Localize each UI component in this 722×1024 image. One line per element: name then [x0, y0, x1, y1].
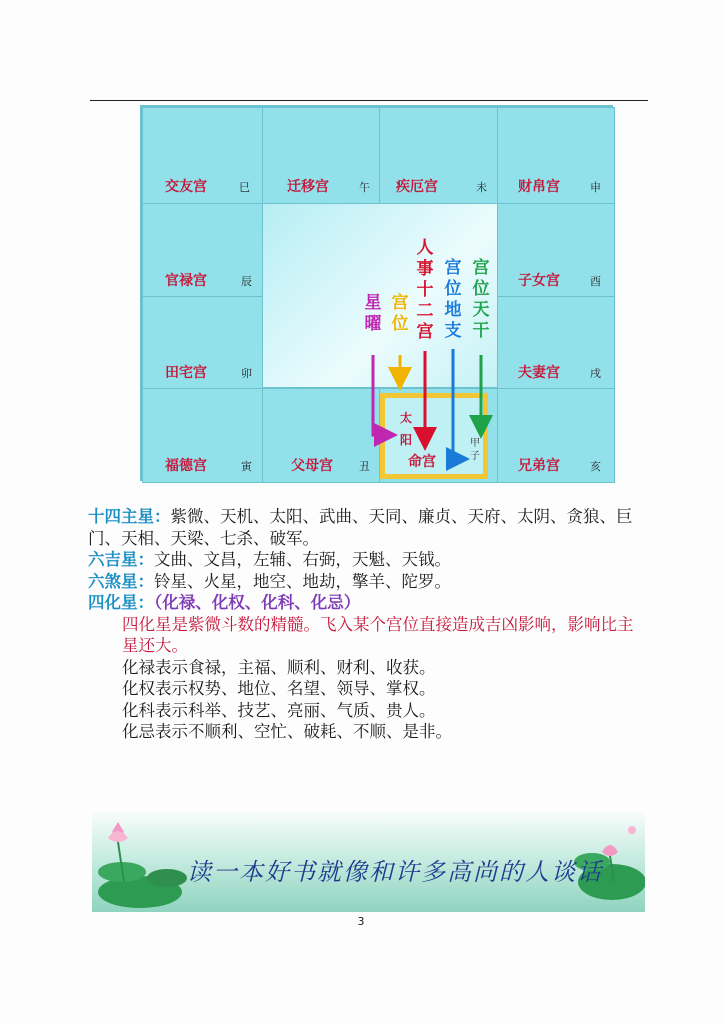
- sihua-paragraph: [88, 592, 648, 614]
- main-stars-list: 紫微、天机、太阳、武曲、天同、廉贞、天府、太阴、贪狼、巨门、天相、天梁、七杀、破军。: [88, 507, 633, 548]
- sihua-list: （化禄、化权、化科、化忌）: [154, 593, 361, 612]
- six-lucky-list: 文曲、文昌，左辅、右弼，天魁、天钺。: [154, 550, 451, 569]
- six-lucky-paragraph: [88, 549, 648, 571]
- palace-chart: [140, 105, 613, 481]
- palace-name: 夫妻宫: [518, 365, 560, 381]
- palace-name: 财帛宫: [518, 179, 560, 195]
- ming-palace-name: 命宫: [408, 454, 436, 470]
- main-stars-paragraph: [88, 506, 648, 549]
- header-rule: [90, 100, 648, 101]
- label-earthly-branch: 宫位地支: [444, 258, 462, 341]
- arrow-star: [373, 355, 392, 435]
- palace-name: 疾厄宫: [396, 179, 438, 195]
- palace-name: 父母宫: [291, 458, 333, 474]
- page-number: 3: [357, 915, 365, 928]
- star-name: 太阳: [400, 411, 413, 447]
- six-lucky-title: 六吉星：: [88, 550, 154, 569]
- label-twelve-palaces: 人事十二宫: [416, 238, 434, 342]
- huake-line: 化科表示科举、技艺、亮丽、气质、贵人。: [122, 700, 436, 720]
- palace-branch: 丑: [359, 460, 370, 473]
- palace-branch: 巳: [239, 181, 250, 194]
- palace-name: 官禄宫: [165, 273, 207, 289]
- stem-branch: 甲子: [470, 438, 480, 462]
- palace-name: 子女宫: [518, 273, 560, 289]
- lotus-banner: [92, 812, 645, 912]
- palace-branch: 亥: [590, 460, 601, 473]
- banner-motto: 读一本好书就像和许多高尚的人谈话: [187, 858, 603, 886]
- palace-branch: 卯: [241, 367, 252, 380]
- palace-branch: 午: [359, 181, 370, 194]
- main-stars-title: 十四主星：: [88, 507, 171, 526]
- palace-name: 福德宫: [165, 458, 207, 474]
- six-evil-title: 六煞星：: [88, 571, 154, 591]
- palace-name: 田宅宫: [165, 365, 207, 381]
- arrow-earthly-branch: [453, 349, 464, 459]
- label-palace-position: 宫位: [391, 293, 409, 334]
- huaquan-line: 化权表示权势、地位、名望、领导、掌权。: [122, 679, 436, 698]
- six-evil-list: 铃星、火星，地空、地劫，擎羊、陀罗。: [154, 571, 451, 591]
- label-heavenly-stem: 宫位天干: [472, 258, 490, 341]
- palace-name: 迁移宫: [287, 179, 329, 195]
- palace-branch: 寅: [241, 460, 252, 473]
- palace-branch: 戌: [590, 367, 601, 380]
- palace-branch: 辰: [241, 275, 252, 288]
- body-text: [88, 506, 648, 743]
- six-evil-paragraph: [88, 571, 648, 593]
- label-star: 星曜: [364, 293, 382, 334]
- huaji-line: 化忌表示不顺利、空忙、破耗、不顺、是非。: [122, 722, 452, 741]
- sihua-description: 四化星是紫微斗数的精髓。飞入某个宫位直接造成吉凶影响，影响比主星还大。: [122, 614, 634, 655]
- palace-branch: 申: [590, 181, 601, 194]
- palace-branch: 酉: [590, 275, 601, 288]
- diagram-arrows: [142, 107, 615, 483]
- palace-branch: 未: [476, 181, 487, 194]
- palace-name: 交友宫: [165, 179, 207, 195]
- palace-name: 兄弟宫: [518, 458, 560, 474]
- sihua-title: 四化星：: [88, 593, 154, 612]
- hualu-line: 化禄表示食禄，主福、顺利、财利、收获。: [122, 657, 436, 677]
